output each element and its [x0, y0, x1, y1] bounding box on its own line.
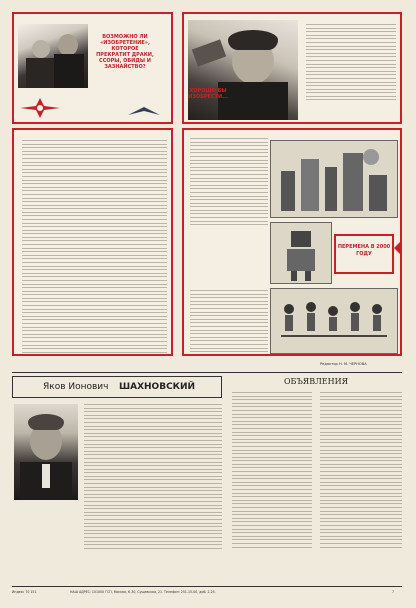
footer-address: НАШ АДРЕС: 101000 ГСП, Москва, К-30, Сущевская, 21. Телефон: 251-15-00, доб. 2-25. — [70, 590, 216, 594]
portrait-photo — [14, 404, 78, 500]
banner-2000-text: ПЕРЕМЕНА В 2000 ГОДУ — [337, 244, 391, 257]
banner-2000 — [334, 234, 394, 274]
red-arrow-marker — [394, 240, 402, 256]
cartoon-school-crowd — [270, 288, 398, 354]
panel-top-left — [12, 12, 173, 124]
footer-rule — [12, 586, 402, 587]
obituary-last-name: ШАХНОВСКИЙ — [119, 382, 196, 392]
photo-children — [18, 24, 88, 88]
quote-text-top-right — [306, 24, 396, 103]
red-star-emblem — [18, 96, 62, 120]
panel-top-right — [182, 12, 402, 124]
letters-block-1 — [22, 140, 167, 226]
blue-wing-emblem — [126, 104, 162, 118]
obituary-name-box — [12, 376, 222, 398]
editor-label: Редактор Н. М. ЧЕРНОВА — [320, 362, 367, 366]
obituary-text — [84, 404, 222, 551]
ads-title: ОБЪЯВЛЕНИЯ — [284, 377, 349, 386]
poem-text — [190, 138, 268, 228]
section-divider — [12, 372, 402, 373]
ads-column-1 — [232, 392, 312, 550]
school-poem-text — [190, 290, 268, 356]
slogan-top-left: ВОЗМОЖНО ЛИ «ИЗОБРЕТЕНИЕ», КОТОРОЕ ПРЕКРАТИТ ДРАКИ, ССОРЫ, ОБИДЫ И ЗАЗНАЙСТВО? — [96, 34, 154, 70]
slogan-top-right: ХОРОШО БЫ ИЗОБРЕСТИ... — [188, 88, 228, 100]
footer-index: Индекс 70 151 — [12, 590, 37, 594]
cartoon-city — [270, 140, 398, 218]
photo-boy — [188, 20, 298, 120]
footer-page-number: 7 — [392, 590, 395, 594]
letters-block-2 — [22, 226, 167, 355]
ads-column-2 — [320, 392, 402, 550]
panel-cartoons — [182, 128, 402, 356]
obituary-first-name: Яков Ионович — [43, 382, 109, 392]
panel-letters — [12, 128, 173, 356]
cartoon-robot — [270, 222, 332, 284]
